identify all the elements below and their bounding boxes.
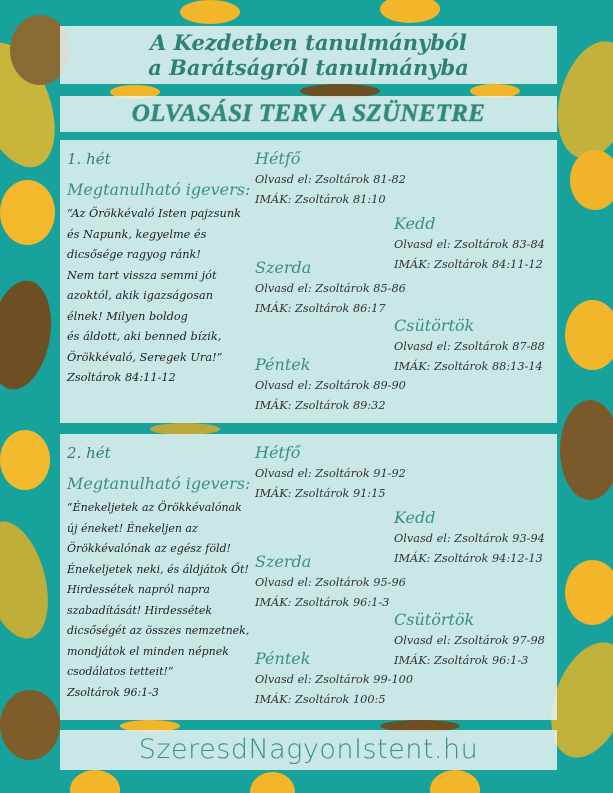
day-name: Kedd: [394, 214, 436, 233]
verse-line: élnek! Milyen boldog: [67, 309, 188, 323]
prayer-assignment: IMÁK: Zsoltárok 96:1-3: [255, 596, 390, 609]
prayer-assignment: IMÁK: Zsoltárok 81:10: [255, 193, 386, 206]
flower-decoration: [70, 770, 120, 793]
verse-line: “Énekeljetek az Örökkévalónak: [67, 501, 242, 514]
subtitle: OLVASÁSI TERV A SZÜNETRE: [131, 100, 486, 127]
day-tuesday: [394, 507, 545, 569]
verse-line: Hirdessétek napról napra: [67, 583, 210, 596]
week-2-panel: [60, 434, 557, 720]
reading-assignment: Olvasd el: Zsoltárok 99-100: [255, 673, 414, 686]
title-banner: [60, 26, 557, 84]
flower-decoration: [380, 0, 440, 23]
verse-line: dicsőségét az összes nemzetnek,: [67, 624, 250, 637]
footer-banner: [60, 730, 557, 770]
reading-assignment: Olvasd el: Zsoltárok 85-86: [255, 282, 406, 295]
verse-line: Énekeljetek neki, és áldjátok Őt!: [67, 562, 249, 576]
prayer-assignment: IMÁK: Zsoltárok 96:1-3: [394, 654, 529, 667]
prayer-assignment: IMÁK: Zsoltárok 91:15: [255, 487, 386, 500]
verse-line: és áldott, aki benned bízik,: [67, 330, 222, 343]
reading-assignment: Olvasd el: Zsoltárok 83-84: [394, 238, 545, 251]
reading-assignment: Olvasd el: Zsoltárok 95-96: [255, 576, 406, 589]
day-name: Hétfő: [255, 443, 301, 462]
title-line-2: a Barátságról tanulmányba: [148, 55, 469, 80]
day-friday: [255, 648, 413, 710]
day-tuesday: [394, 213, 545, 275]
day-friday: [255, 354, 406, 416]
prayer-assignment: IMÁK: Zsoltárok 86:17: [255, 302, 386, 315]
verse-line: Örökkévalónak az egész föld!: [67, 542, 231, 555]
memory-verse: [67, 204, 263, 389]
flower-decoration: [0, 430, 50, 490]
reading-assignment: Olvasd el: Zsoltárok 97-98: [394, 634, 545, 647]
day-thursday: [394, 315, 545, 377]
day-name: Hétfő: [255, 149, 301, 168]
flower-decoration: [570, 150, 613, 210]
prayer-assignment: IMÁK: Zsoltárok 100:5: [255, 693, 386, 706]
day-name: Péntek: [255, 355, 311, 374]
week-label: 2. hét: [67, 444, 111, 462]
verse-line: új éneket! Énekeljen az: [67, 521, 198, 535]
title-line-1: A Kezdetben tanulmányból: [150, 30, 467, 55]
verse-line: dicsősége ragyog ránk!: [67, 248, 201, 261]
leaf-decoration: [0, 514, 60, 645]
flower-decoration: [430, 770, 480, 793]
flower-decoration: [0, 180, 55, 245]
verse-line: Nem tart vissza semmi jót: [67, 268, 217, 282]
flower-decoration: [565, 560, 613, 625]
prayer-assignment: IMÁK: Zsoltárok 84:11-12: [394, 258, 543, 271]
reading-assignment: Olvasd el: Zsoltárok 93-94: [394, 532, 545, 545]
reading-assignment: Olvasd el: Zsoltárok 81-82: [255, 173, 406, 186]
prayer-assignment: IMÁK: Zsoltárok 94:12-13: [394, 552, 543, 565]
week-label: 1. hét: [67, 150, 111, 168]
verse-line: szabadítását! Hirdessétek: [67, 603, 212, 617]
memory-verse-label: Megtanulható igevers:: [67, 474, 251, 493]
verse-reference: Zsoltárok 84:11-12: [67, 371, 176, 384]
verse-line: Örökkévaló, Seregek Ura!”: [67, 350, 223, 364]
leaf-decoration: [0, 276, 59, 395]
subtitle-banner: [60, 96, 557, 132]
day-name: Szerda: [255, 258, 312, 277]
prayer-assignment: IMÁK: Zsoltárok 89:32: [255, 399, 386, 412]
flower-decoration: [0, 690, 60, 760]
flower-decoration: [180, 0, 240, 24]
website-link[interactable]: SzeresdNagyonIstent.hu: [138, 734, 479, 765]
reading-assignment: Olvasd el: Zsoltárok 91-92: [255, 467, 406, 480]
memory-verse-label: Megtanulható igevers:: [67, 180, 251, 199]
verse-line: azoktól, akik igazságosan: [67, 289, 214, 302]
prayer-assignment: IMÁK: Zsoltárok 88:13-14: [394, 360, 543, 373]
verse-line: mondjátok el minden népnek: [67, 644, 229, 658]
day-name: Szerda: [255, 552, 312, 571]
flower-decoration: [250, 772, 295, 793]
verse-reference: Zsoltárok 96:1-3: [67, 685, 159, 699]
verse-line: “Az Örökkévaló Isten pajzsunk: [67, 207, 241, 220]
reading-assignment: Olvasd el: Zsoltárok 89-90: [255, 379, 406, 392]
memory-verse: [67, 498, 267, 703]
verse-line: csodálatos tetteit!”: [67, 665, 174, 678]
day-name: Kedd: [394, 508, 436, 527]
flower-decoration: [565, 300, 613, 370]
reading-assignment: Olvasd el: Zsoltárok 87-88: [394, 340, 545, 353]
day-name: Csütörtök: [394, 316, 475, 335]
day-name: Csütörtök: [394, 610, 475, 629]
leaf-decoration: [560, 400, 613, 500]
day-wednesday: [255, 551, 406, 613]
week-1-panel: [60, 140, 557, 423]
day-monday: [255, 442, 406, 504]
day-name: Péntek: [255, 649, 311, 668]
day-thursday: [394, 609, 545, 671]
day-wednesday: [255, 257, 406, 319]
day-monday: [255, 148, 406, 210]
verse-line: és Napunk, kegyelme és: [67, 227, 207, 241]
